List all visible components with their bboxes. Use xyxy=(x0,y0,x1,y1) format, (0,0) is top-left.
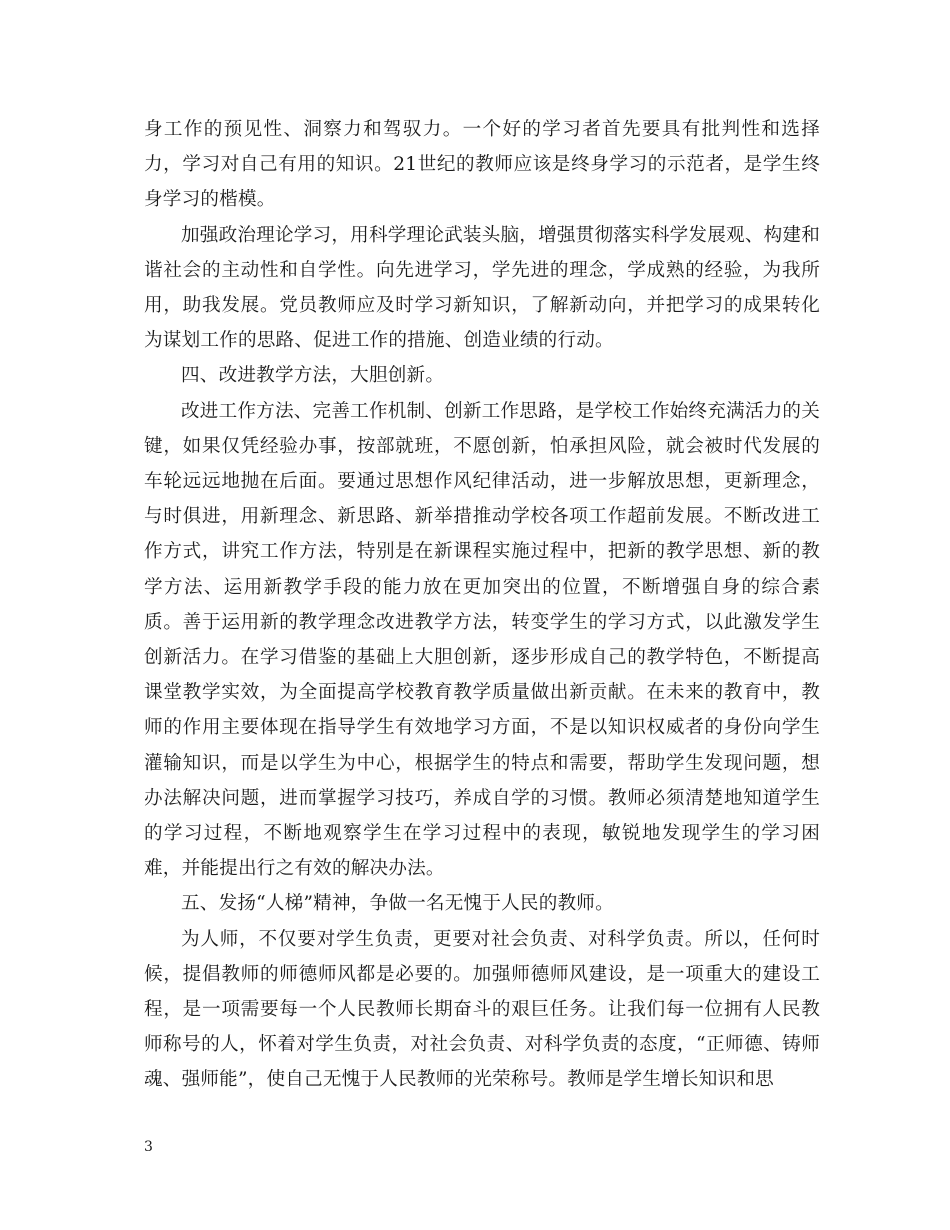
section-heading-4: 四、改进教学方法，大胆创新。 xyxy=(181,365,445,387)
paragraph-4: 为人师，不仅要对学生负责，更要对社会负责、对科学负责。所以，任何时候，提倡教师的师德师风都是必要的。加强师德师风建设，是一项重大的建设工程，是一项需要每一个人民教师长期奋斗的艰巨任务。让我们每一位拥有人民教师称号的人，怀着对学生负责，对社会负责、对科学负责的态度，“正师德、铸师魂、强师能”，使自己无愧于人民教师的光荣称号。教师是学生增长知识和思 xyxy=(144,928,820,1091)
paragraph-2: 加强政治理论学习，用科学理论武装头脑，增强贯彻落实科学发展观、构建和谐社会的主动性和自学性。向先进学习，学先进的理念，学成熟的经验，为我所用，助我发展。党员教师应及时学习新知识，了解新动向，并把学习的成果转化为谋划工作的思路、促进工作的措施、创造业绩的行动。 xyxy=(144,224,820,352)
page-number: 3 xyxy=(144,1139,153,1155)
paragraph-1: 身工作的预见性、洞察力和驾驭力。一个好的学习者首先要具有批判性和选择力，学习对自己有用的知识。21世纪的教师应该是终身学习的示范者，是学生终身学习的楷模。 xyxy=(144,119,820,211)
section-heading-5: 五、发扬“人梯”精神，争做一名无愧于人民的教师。 xyxy=(181,893,614,915)
paragraph-3: 改进工作方法、完善工作机制、创新工作思路，是学校工作始终充满活力的关键，如果仅凭经验办事，按部就班，不愿创新，怕承担风险，就会被时代发展的车轮远远地抛在后面。要通过思想作风纪律活动，进一步解放思想，更新理念，与时俱进，用新理念、新思路、新举措推动学校各项工作超前发展。不断改进工作方式，讲究工作方法，特别是在新课程实施过程中，把新的教学思想、新的教学方法、运用新教学手段的能力放在更加突出的位置，不断增强自身的综合素质。善于运用新的教学理念改进教学方法，转变学生的学习方式，以此激发学生创新活力。在学习借鉴的基础上大胆创新，逐步形成自己的教学特色，不断提高课堂教学实效，为全面提高学校教育教学质量做出新贡献。在未来的教育中，教师的作用主要体现在指导学生有效地学习方面，不是以知识权威者的身份向学生灌输知识，而是以学生为中心，根据学生的特点和需要，帮助学生发现问题，想办法解决问题，进而掌握学习技巧，养成自学的习惯。教师必须清楚地知道学生的学习过程，不断地观察学生在学习过程中的表现，敏锐地发现学生的学习困难，并能提出行之有效的解决办法。 xyxy=(144,400,820,880)
document-body xyxy=(144,112,820,1098)
